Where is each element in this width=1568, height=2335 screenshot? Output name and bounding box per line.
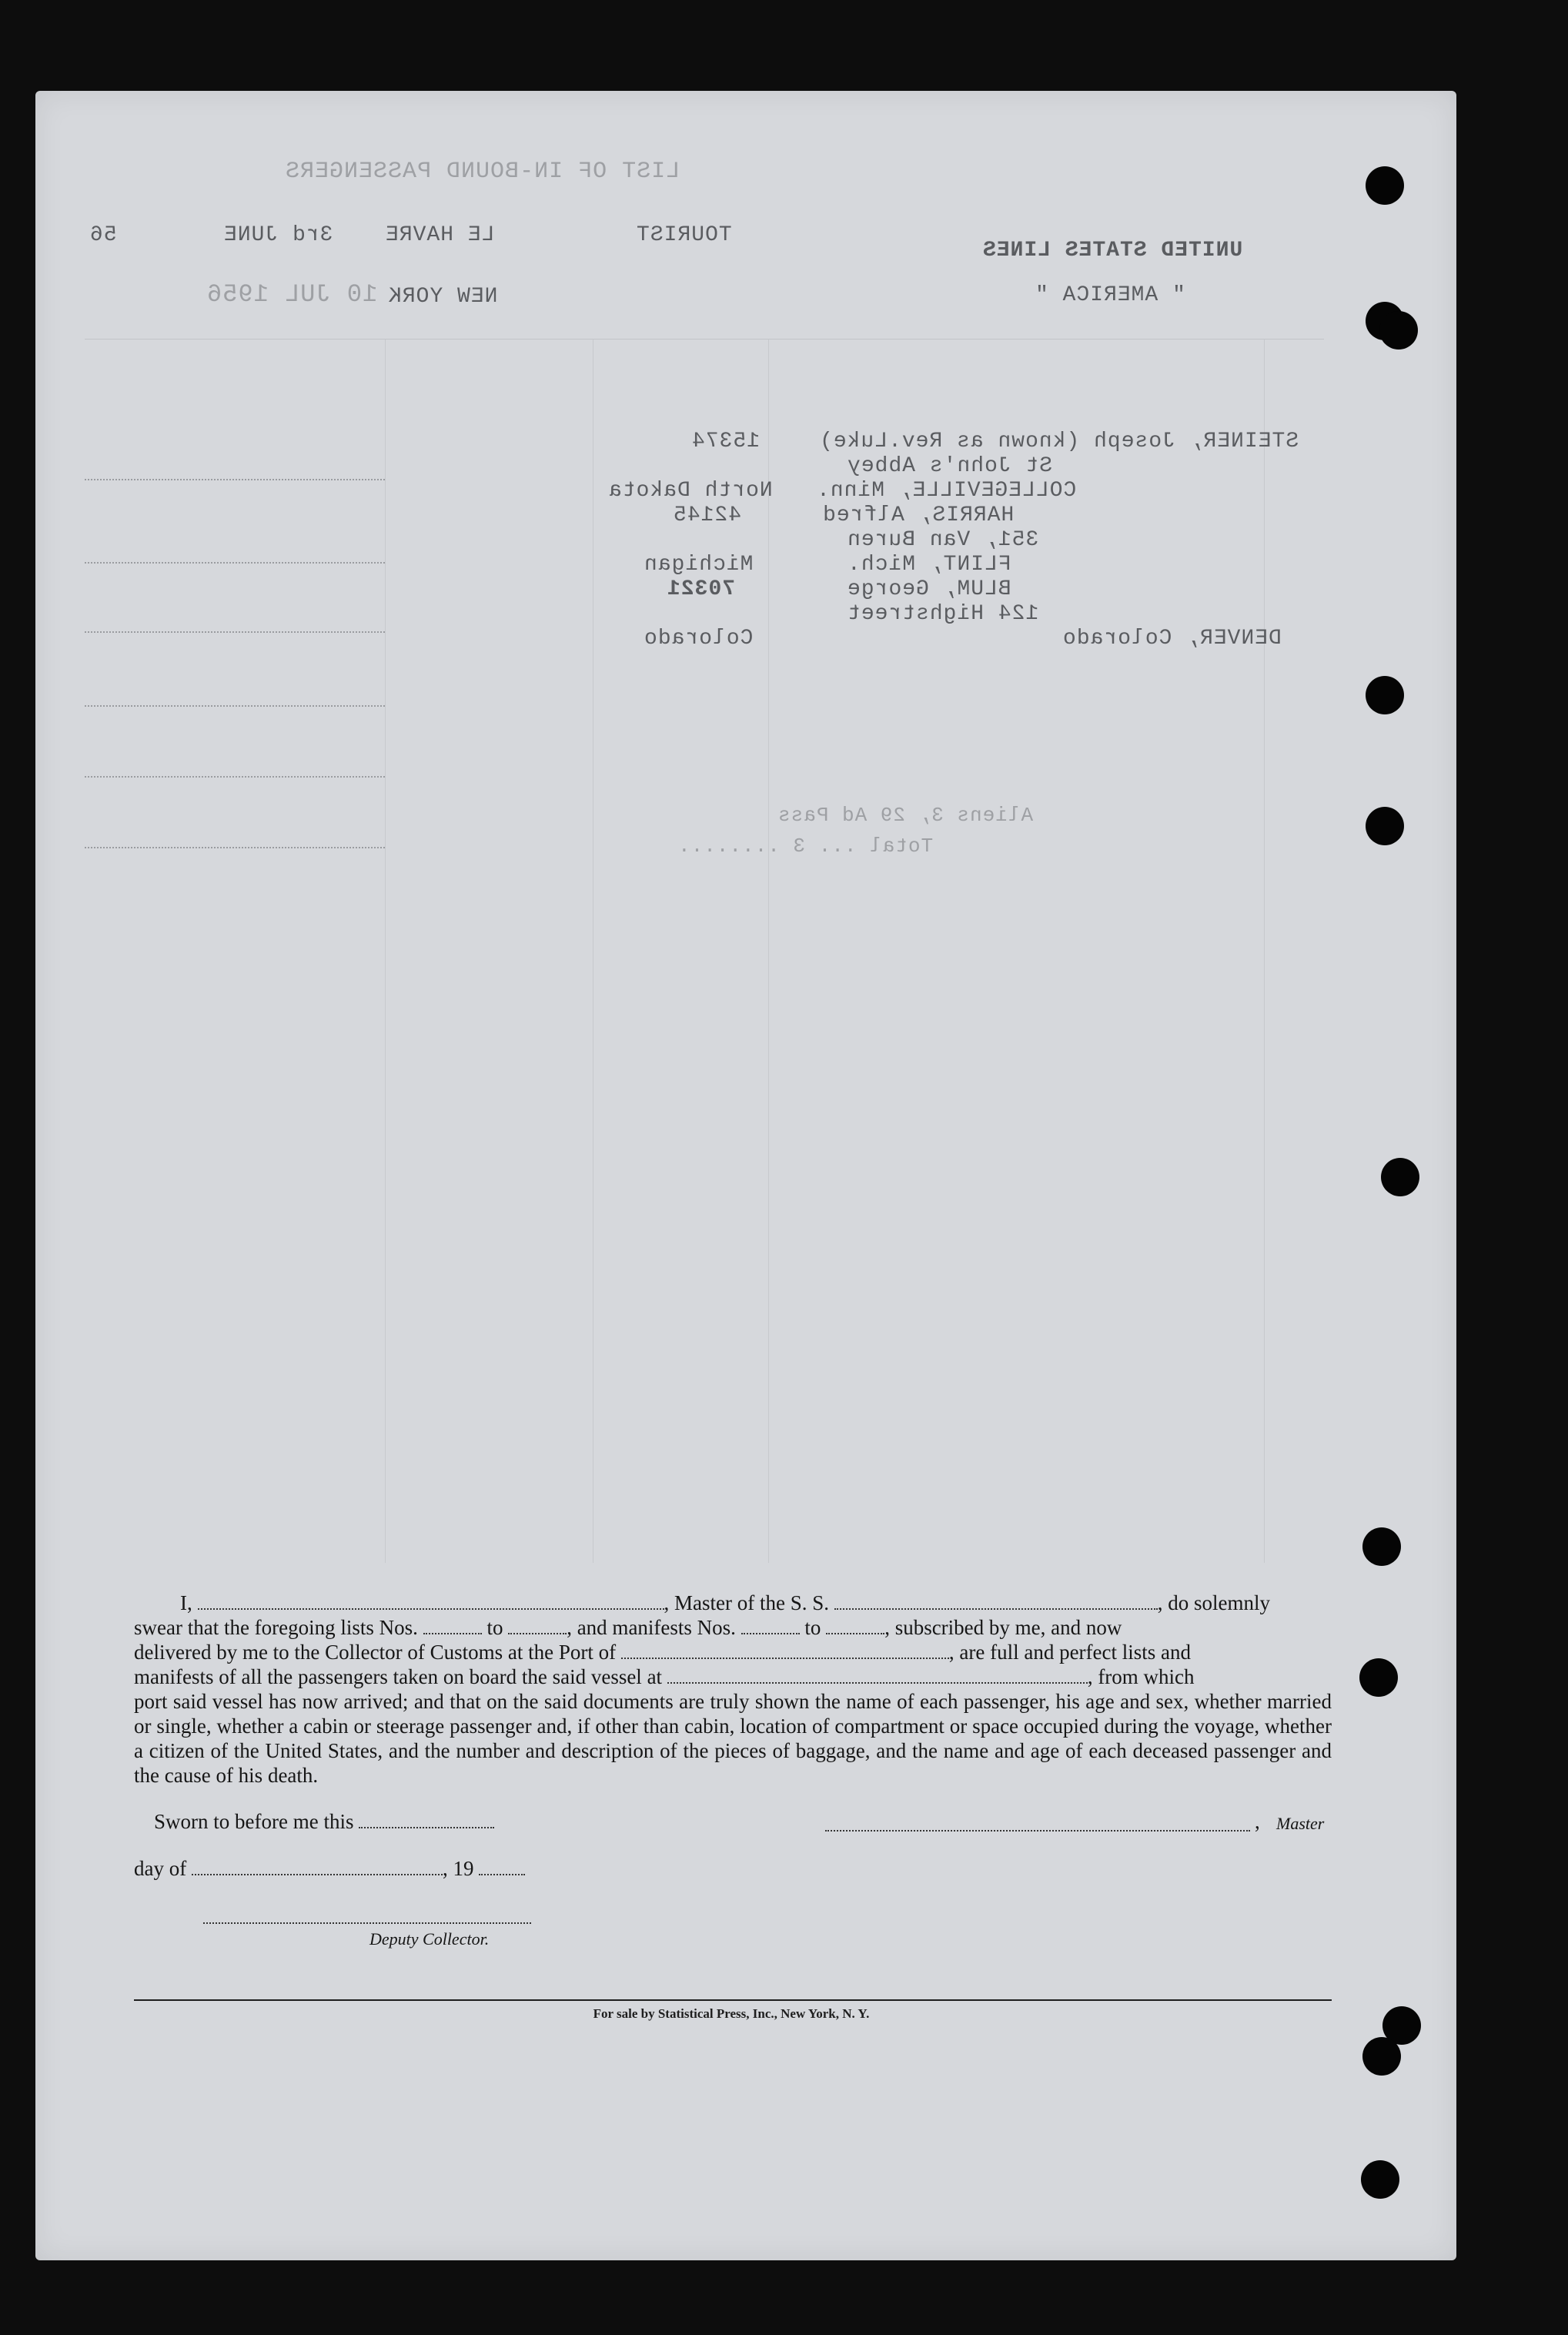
punch-hole: [1381, 1158, 1419, 1196]
entry-value: North Dakota: [608, 479, 773, 503]
summary-line: Aliens 3, 29 Ad Pass: [777, 804, 1034, 827]
punch-hole: [1362, 1527, 1401, 1566]
punch-hole: [1359, 1658, 1398, 1697]
punch-hole: [1362, 2037, 1401, 2076]
day-of-text: day of: [134, 1857, 187, 1880]
oath-to1: to: [486, 1616, 503, 1639]
row-rule: [85, 479, 385, 480]
year-text: , 19: [442, 1857, 474, 1880]
manifest-from-blank: [741, 1617, 800, 1634]
entry-name: DENVER, Colorado: [1062, 627, 1282, 651]
master-comma: ,: [1255, 1810, 1260, 1833]
oath-rest: port said vessel has now arrived; and that on the said documents are truly shown the name of each passenger, his age and sex, whether married or single, whether a cabin or steerage passenger and, if other than cabin, location of compartment or space occupied during the voyage, whether a citizen of the United States, and the number and description of the pieces of baggage, and the name and age of each deceased passenger and the cause of his death.: [134, 1690, 1332, 1787]
entry-name: STEINER, Joseph (known as Rev.Luke): [819, 430, 1299, 453]
oath-master-of: , Master of the S. S.: [664, 1591, 829, 1614]
row-rule: [85, 705, 385, 707]
master-signature-line: [825, 1830, 1250, 1832]
oath-line3b: , are full and perfect lists and: [948, 1641, 1192, 1664]
row-rule: [85, 776, 385, 778]
entry-name: 124 Highstreet: [847, 602, 1039, 626]
master-name-blank: [198, 1593, 664, 1610]
punch-hole: [1366, 166, 1404, 205]
header-arrival-date: 10 JUL 1956: [206, 280, 378, 309]
header-date: 3rd JUNE: [223, 223, 333, 247]
entry-name: St John's Abbey: [847, 454, 1053, 478]
oath-line3a: delivered by me to the Collector of Customs at the Port of: [134, 1641, 617, 1664]
master-label: Master: [1276, 1814, 1325, 1833]
entry-value: 15374: [691, 430, 761, 453]
oath-to2: to: [804, 1616, 821, 1639]
oath-line2b: , and manifests Nos.: [567, 1616, 736, 1639]
list-to-blank: [508, 1617, 567, 1634]
table-top-rule: [85, 339, 1324, 340]
punch-hole: [1361, 2160, 1399, 2199]
year-blank: [479, 1858, 525, 1875]
punch-hole: [1379, 311, 1418, 350]
punch-hole: [1366, 676, 1404, 714]
entry-name: COLLEGEVILLE, Minn.: [816, 479, 1077, 503]
port-blank: [621, 1642, 949, 1659]
column-line: [1264, 339, 1265, 1563]
entry-value: Colorado: [644, 627, 754, 651]
day-of-line: [134, 1857, 525, 1881]
deputy-label: Deputy Collector.: [369, 1929, 490, 1949]
header-year: 56: [89, 223, 117, 247]
header-ship-line: UNITED STATES LINES: [982, 239, 1243, 263]
manifest-sheet: [35, 91, 1456, 2260]
entry-value: Michigan: [644, 553, 754, 577]
footer-rule: [134, 1999, 1332, 2001]
list-from-blank: [423, 1617, 482, 1634]
vessel-at-blank: [667, 1667, 1088, 1684]
ship-name-blank: [834, 1593, 1158, 1610]
row-rule: [85, 631, 385, 633]
printer-footer: For sale by Statistical Press, Inc., New York, N. Y.: [593, 2006, 870, 2021]
oath-line4b: , from which: [1087, 1665, 1195, 1688]
oath-solemnly: , do solemnly: [1157, 1591, 1270, 1614]
deputy-signature-line: [203, 1922, 531, 1924]
oath-paragraph: [134, 1591, 1332, 1788]
entry-value: 70321: [667, 577, 736, 601]
manifest-to-blank: [826, 1617, 884, 1634]
sworn-day-blank: [359, 1811, 494, 1828]
header-title: LIST OF IN-BOUND PASSENGERS: [285, 159, 680, 185]
header-arrival: NEW YORK: [388, 285, 498, 309]
entry-name: FLINT, Mich.: [847, 553, 1011, 577]
column-line: [385, 339, 386, 1563]
entry-value: 42145: [673, 503, 742, 527]
entry-name: 351, Van Buren: [847, 528, 1039, 552]
sworn-text: Sworn to before me this: [154, 1810, 354, 1833]
sworn-label: [154, 1810, 494, 1834]
oath-line4a: manifests of all the passengers taken on board the said vessel at: [134, 1665, 663, 1688]
header-ship-name: " AMERICA ": [1035, 283, 1185, 307]
oath-i: I,: [180, 1591, 192, 1614]
header-port: LE HAVRE: [385, 223, 495, 247]
row-rule: [85, 562, 385, 564]
entry-name: HARRIS, Alfred: [822, 503, 1015, 527]
entry-name: BLUM, George: [847, 577, 1011, 601]
oath-line2a: swear that the foregoing lists Nos.: [134, 1616, 418, 1639]
row-rule: [85, 847, 385, 848]
oath-line2c: , subscribed by me, and now: [884, 1616, 1122, 1639]
column-line: [768, 339, 769, 1563]
header-class: TOURIST: [636, 223, 732, 247]
punch-hole: [1366, 807, 1404, 845]
month-blank: [192, 1858, 443, 1875]
summary-line: Total ... 3 ........: [677, 835, 934, 858]
